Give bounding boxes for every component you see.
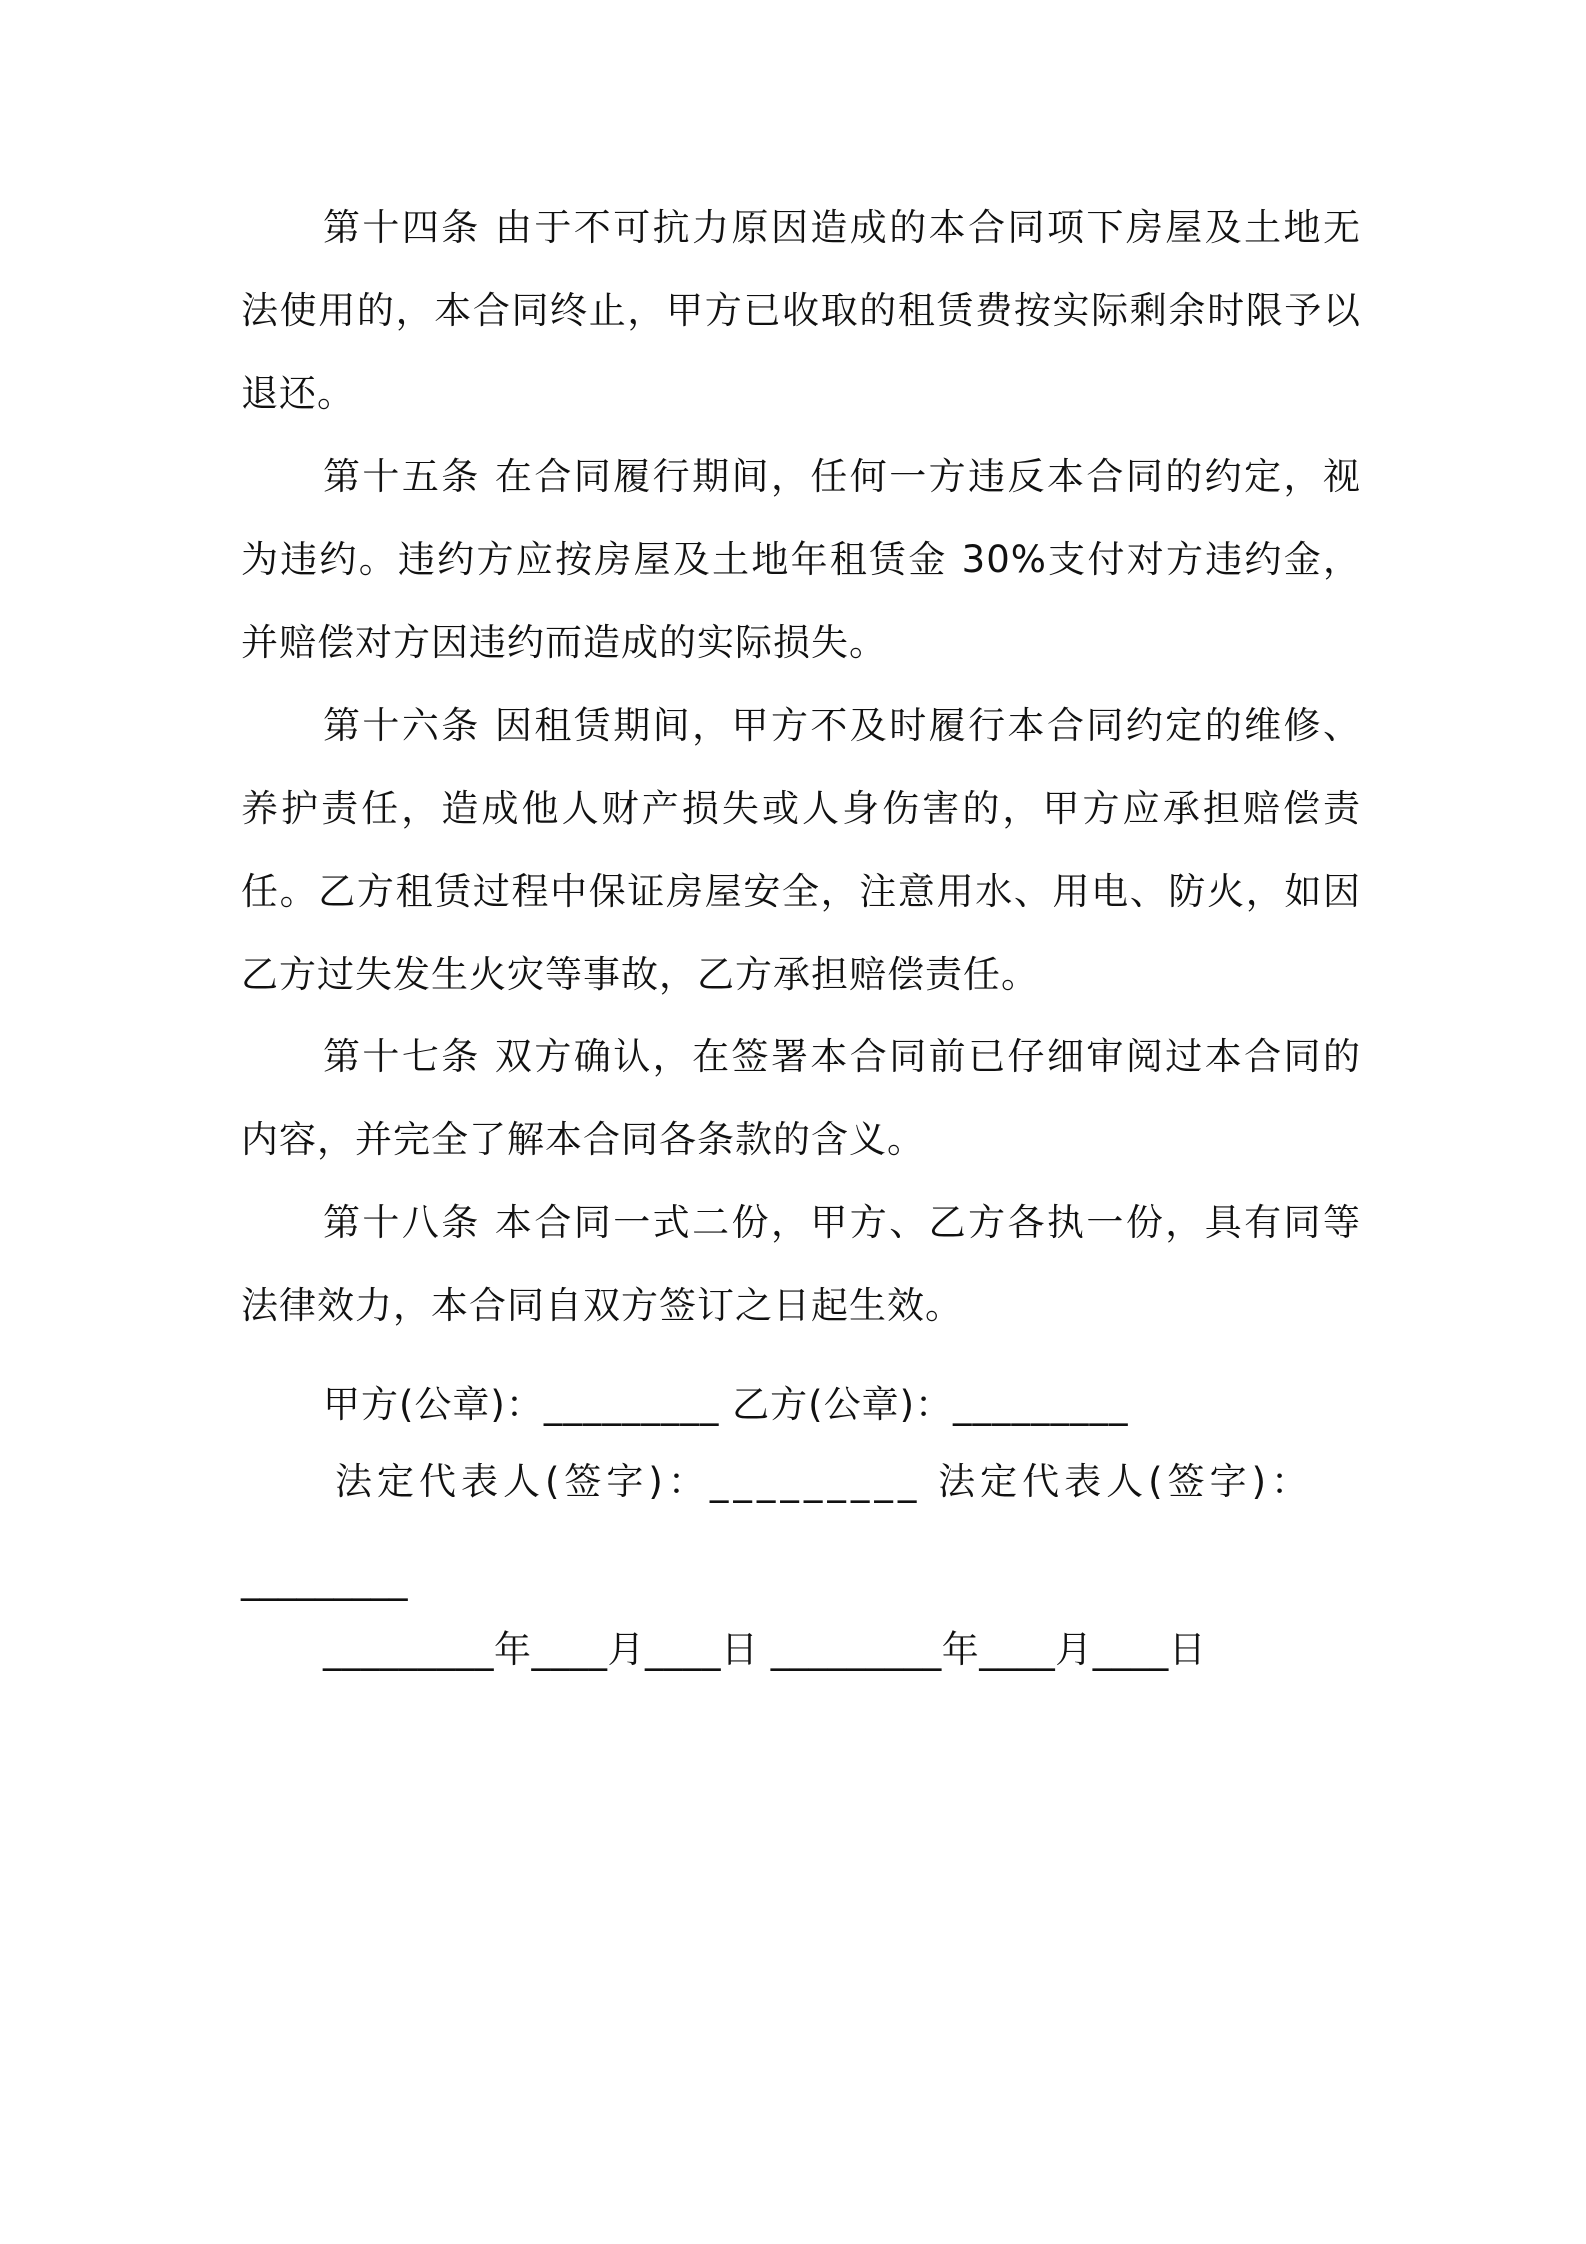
article-14-text: 第十四条 由于不可抗力原因造成的本合同项下房屋及土地无法使用的，本合同终止，甲方已收取的租赁费按实际剩余时限予以退还。	[241, 206, 1361, 415]
article-15-text: 第十五条 在合同履行期间，任何一方违反本合同的约定，视为违约。违约方应按房屋及土地年租赁金 30%支付对方违约金，并赔偿对方因违约而造成的实际损失。	[241, 455, 1361, 664]
article-17	[241, 1015, 1361, 1181]
article-16-text: 第十六条 因租赁期间，甲方不及时履行本合同约定的维修、养护责任，造成他人财产损失或人身伤害的，甲方应承担赔偿责任。乙方租赁过程中保证房屋安全，注意用水、用电、防火，如因乙方过失发生火灾等事故，乙方承担赔偿责任。	[241, 704, 1361, 996]
article-18-text: 第十八条 本合同一式二份，甲方、乙方各执一份，具有同等法律效力，本合同自双方签订之日起生效。	[241, 1201, 1361, 1327]
representative-signature-blank: _________	[241, 1558, 408, 1601]
article-14	[241, 186, 1361, 435]
article-16	[241, 684, 1361, 1016]
article-17-text: 第十七条 双方确认，在签署本合同前已仔细审阅过本合同的内容，并完全了解本合同各条款的含义。	[241, 1035, 1361, 1161]
date-line: _________年____月____日 _________年____月____日	[323, 1628, 1207, 1671]
article-18	[241, 1181, 1361, 1347]
article-15	[241, 435, 1361, 684]
representative-signature-line: 法定代表人(签字)：_________ 法定代表人(签字)：	[335, 1460, 1314, 1503]
seal-line: 甲方(公章)：_________ 乙方(公章)：_________	[323, 1383, 1129, 1426]
